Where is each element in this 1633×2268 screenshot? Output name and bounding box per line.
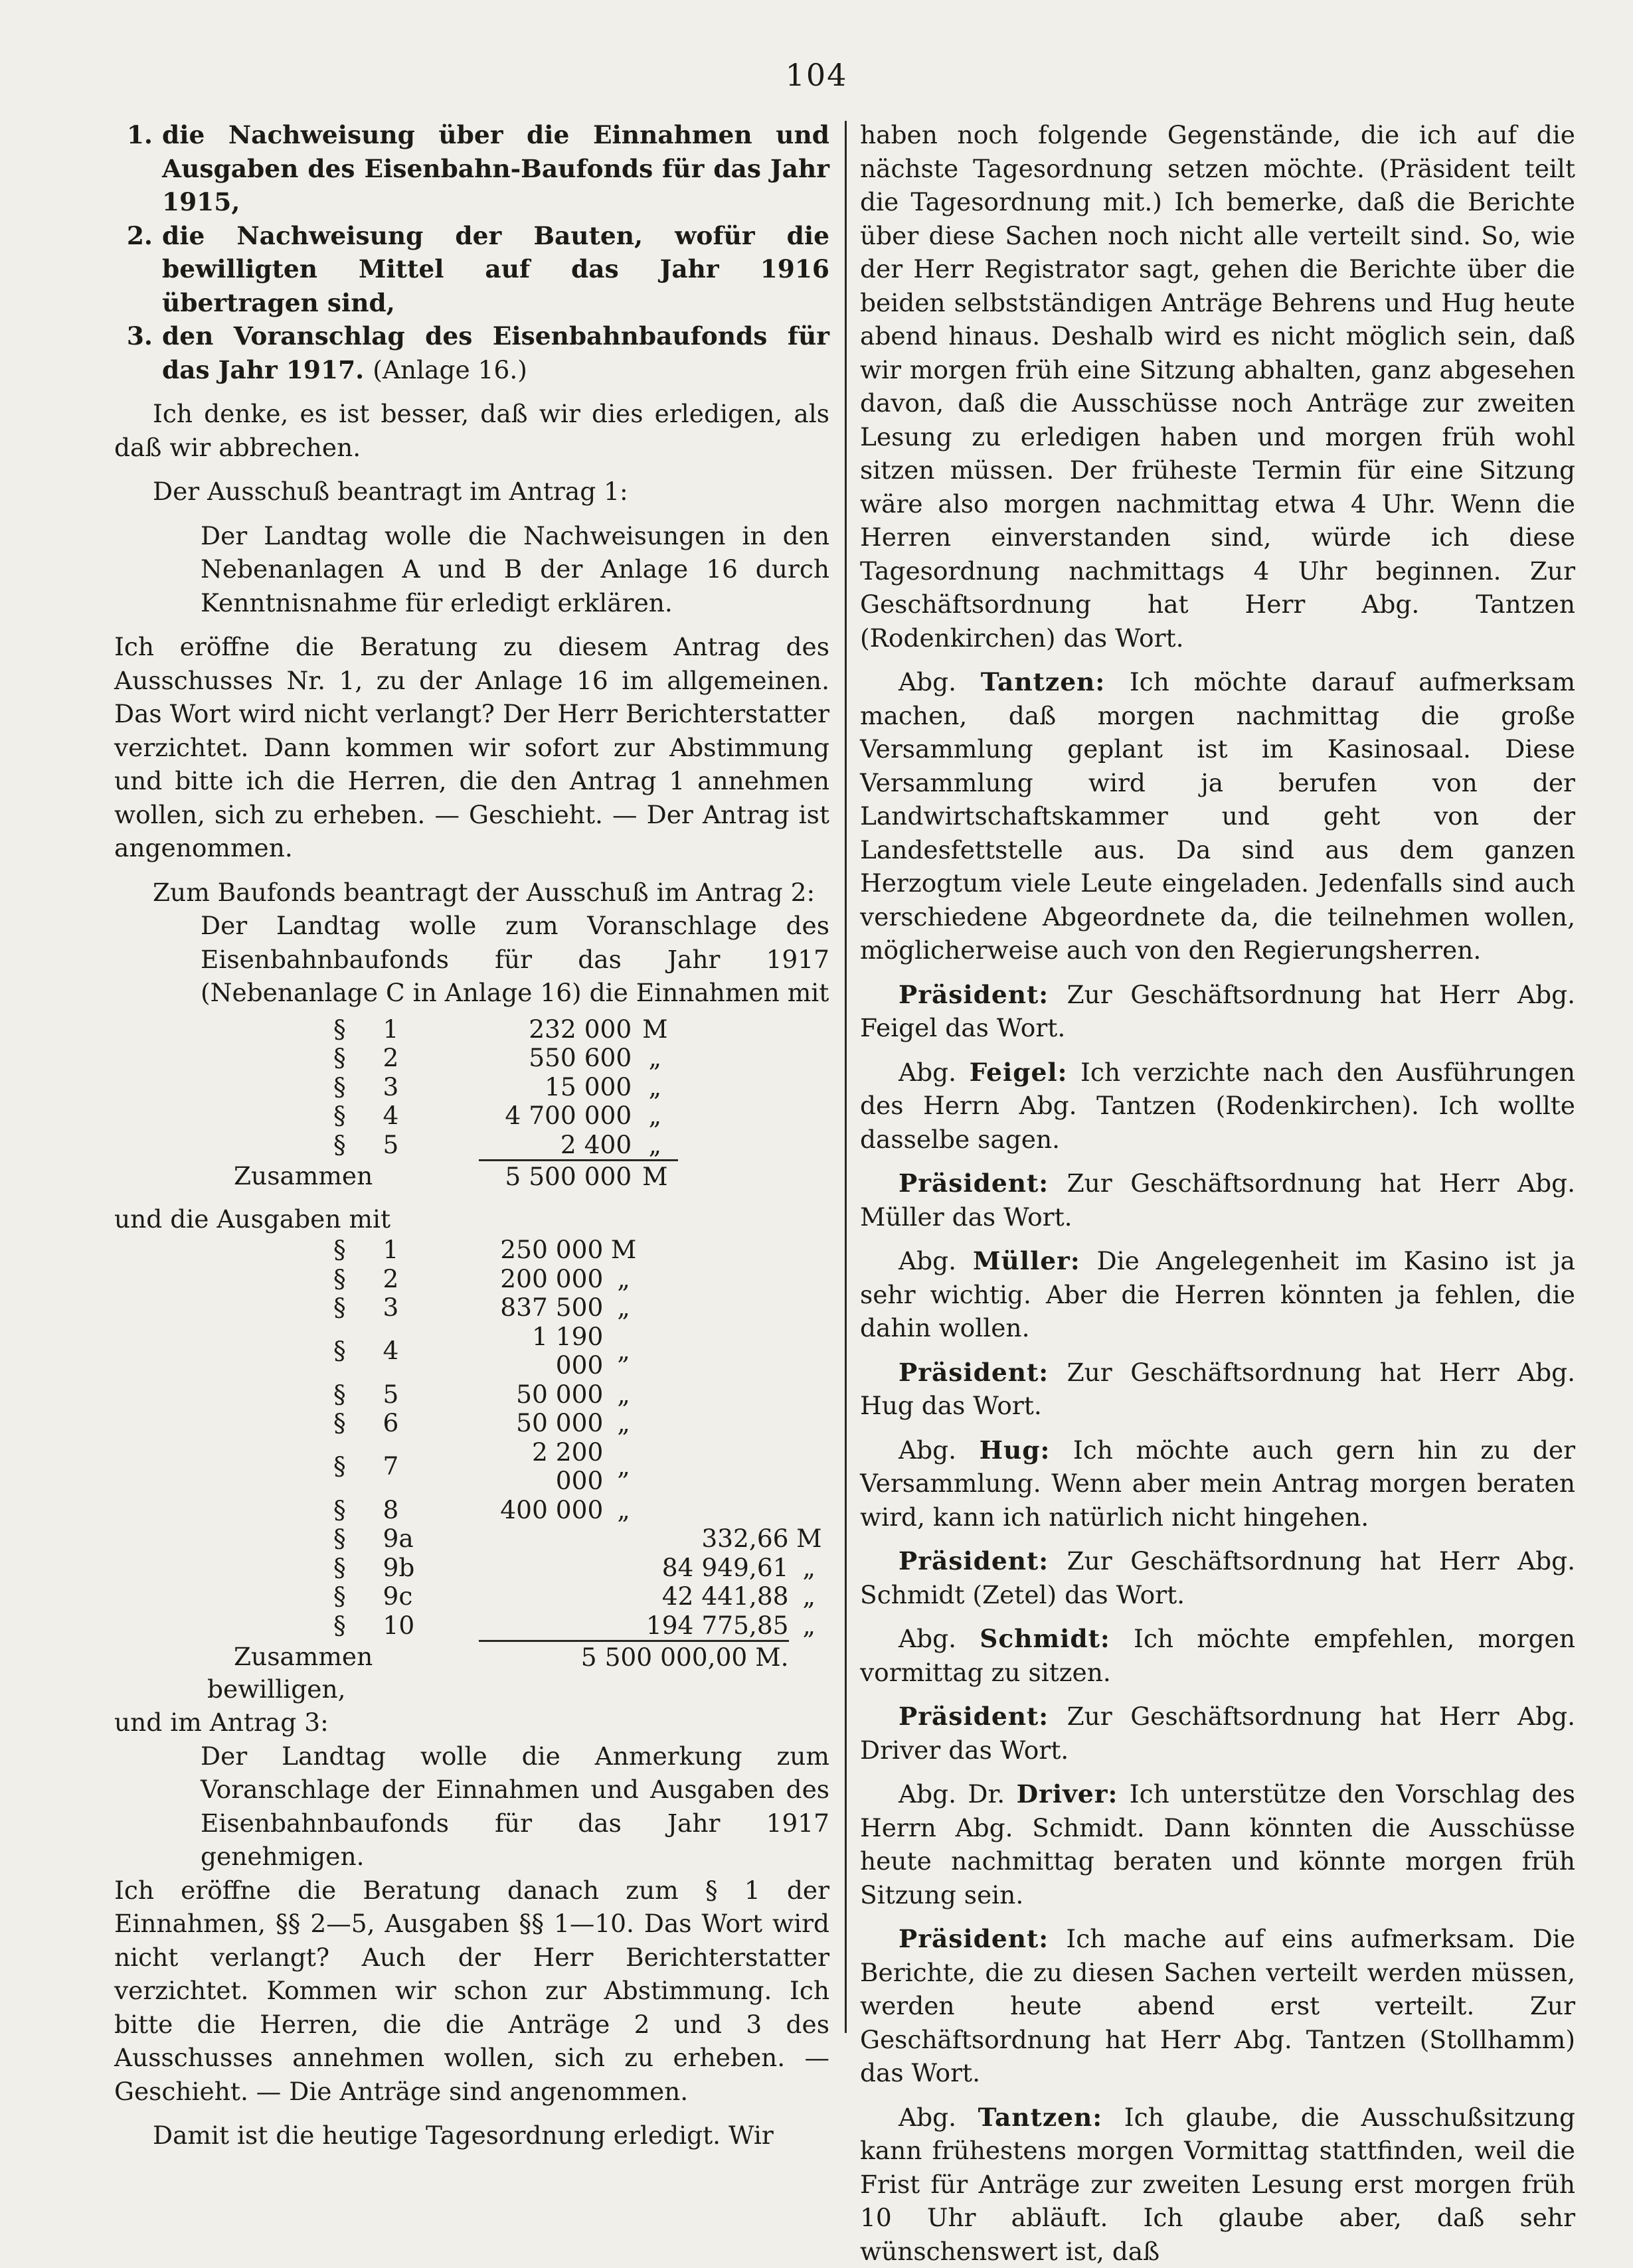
unit-decimal <box>789 1496 829 1525</box>
unit-decimal <box>789 1380 829 1410</box>
list-number: 3. <box>114 319 162 386</box>
section-sign: § <box>333 1554 383 1583</box>
amount-decimal: 84 949,61 <box>644 1554 789 1583</box>
expense-row <box>333 1409 829 1438</box>
unit-decimal <box>789 1293 829 1323</box>
expense-row <box>333 1496 829 1525</box>
expense-total-row <box>333 1641 829 1672</box>
paragraph: Damit ist die heutige Tagesordnung erledigt. Wir <box>114 2119 829 2152</box>
expense-row <box>333 1438 829 1496</box>
motion-quote <box>114 519 829 620</box>
unit: „ <box>632 1073 678 1102</box>
unit-decimal: M <box>789 1524 829 1554</box>
total-unit: M <box>632 1161 678 1192</box>
unit: „ <box>632 1131 678 1161</box>
unit-decimal: „ <box>789 1554 829 1583</box>
expense-row <box>333 1524 829 1554</box>
speech-text: Ich möchte empfehlen, morgen vormittag zu sitzen. <box>860 1624 1575 1687</box>
unit <box>603 1611 644 1641</box>
section-number: 7 <box>383 1438 479 1496</box>
section-sign: § <box>333 1044 383 1073</box>
speaker-name: Müller: <box>973 1246 1080 1275</box>
quote-text: Der Landtag wolle die Nachweisungen in den Nebenanlagen A und B der Anlage 16 durch Kenntnisnahme für erledigt erklären. <box>201 519 829 620</box>
section-number: 8 <box>383 1496 479 1525</box>
unit: „ <box>632 1101 678 1131</box>
unit: „ <box>603 1380 644 1410</box>
amount: 50 000 <box>479 1409 603 1438</box>
section-sign: § <box>333 1073 383 1102</box>
total-label: Zusammen <box>234 1641 379 1672</box>
speech-paragraph <box>860 665 1575 967</box>
amount: 400 000 <box>479 1496 603 1525</box>
speech-paragraph <box>860 1244 1575 1345</box>
amount: 4 700 000 <box>479 1101 632 1131</box>
speech-paragraph <box>860 1622 1575 1689</box>
amount-decimal <box>644 1293 789 1323</box>
section-number: 9a <box>383 1524 479 1554</box>
speech-text: Zur Geschäftsordnung hat Herr Abg. Feigel das Wort. <box>860 980 1575 1043</box>
income-row <box>333 1101 678 1131</box>
unit-decimal <box>789 1438 829 1496</box>
expense-total-value: 5 500 000,00 <box>581 1643 748 1672</box>
expense-total-unit: M. <box>755 1643 788 1672</box>
speech-paragraph <box>860 1544 1575 1611</box>
section-sign: § <box>333 1265 383 1294</box>
section-number: 9c <box>383 1582 479 1611</box>
income-row <box>333 1015 678 1044</box>
expense-row <box>333 1554 829 1583</box>
speech-paragraph <box>860 1777 1575 1911</box>
amount: 232 000 <box>479 1015 632 1044</box>
unit-decimal <box>789 1409 829 1438</box>
speech-text: Zur Geschäftsordnung hat Herr Abg. Driver das Wort. <box>860 1702 1575 1765</box>
unit: „ <box>603 1496 644 1525</box>
section-number: 2 <box>383 1265 479 1294</box>
speaker-prefix: Abg. <box>899 1435 956 1465</box>
speech-text: Zur Geschäftsordnung hat Herr Abg. Schmidt (Zetel) das Wort. <box>860 1546 1575 1609</box>
income-total-row <box>333 1161 678 1192</box>
amount-decimal <box>644 1438 789 1496</box>
speaker-prefix: Abg. <box>899 667 956 696</box>
unit <box>603 1524 644 1554</box>
amount-decimal <box>644 1409 789 1438</box>
paragraph: Ich eröffne die Beratung zu diesem Antrag des Ausschusses Nr. 1, zu der Anlage 16 im allgemeinen. Das Wort wird nicht verlangt? Der Herr Berichterstatter verzichtet. Dann kommen wir sofort zur Abstimmung und bitte ich die Herren, die den Antrag 1 annehmen wollen, sich zu erheben. — Geschieht. — Der Antrag ist angenommen. <box>114 630 829 865</box>
list-text-main: den Voranschlag des Eisenbahnbaufonds für das Jahr 1917. <box>162 321 829 384</box>
speaker-name: Driver: <box>1017 1779 1118 1809</box>
section-sign: § <box>333 1496 383 1525</box>
speech-text: Ich möchte auch gern hin zu der Versammlung. Wenn aber mein Antrag morgen beraten wird, kann ich natürlich nicht hingehen. <box>860 1435 1575 1532</box>
speech-text: Zur Geschäftsordnung hat Herr Abg. Müller das Wort. <box>860 1169 1575 1232</box>
section-sign: § <box>333 1611 383 1641</box>
speaker-prefix: Abg. <box>899 2103 956 2132</box>
speech-blocks <box>860 665 1575 2268</box>
speaker-prefix: Abg. <box>899 1624 956 1653</box>
speech-paragraph <box>860 2101 1575 2268</box>
section-sign: § <box>333 1015 383 1044</box>
amount: 50 000 <box>479 1380 603 1410</box>
section-number: 9b <box>383 1554 479 1583</box>
section-sign: § <box>333 1524 383 1554</box>
section-number: 3 <box>383 1293 479 1323</box>
unit <box>603 1582 644 1611</box>
section-sign: § <box>333 1236 383 1265</box>
speaker-name: Tantzen: <box>978 2103 1102 2132</box>
paragraph: und die Ausgaben mit <box>114 1202 829 1236</box>
paragraph: haben noch folgende Gegenstände, die ich auf die nächste Tagesordnung setzen möchte. (Präsident teilt die Tagesordnung mit.) Ich bemerke, daß die Berichte über diese Sachen noch nicht alle verteilt sind. So, wie der Herr Registrator sagt, gehen die Berichte über die beiden selbstständigen Anträge Behrens und Hug heute abend hinaus. Deshalb wird es nicht möglich sein, daß wir morgen früh eine Sitzung abhalten, ganz abgesehen davon, daß die Ausschüsse noch Anträge zur zweiten Lesung zu erledigen haben und morgen früh wohl sitzen müssen. Der früheste Termin für eine Sitzung wäre also morgen nachmittag etwa 4 Uhr. Wenn die Herren einverstanden sind, würde ich diese Tagesordnung nachmittags 4 Uhr beginnen. Zur Geschäftsordnung hat Herr Abg. Tantzen (Rodenkirchen) das Wort. <box>860 118 1575 655</box>
speech-text: Ich verzichte nach den Ausführungen des Herrn Abg. Tantzen (Rodenkirchen). Ich wollte dasselbe sagen. <box>860 1058 1575 1154</box>
expense-row <box>333 1582 829 1611</box>
amount <box>479 1554 603 1583</box>
section-number: 3 <box>383 1073 479 1102</box>
section-sign: § <box>333 1131 383 1161</box>
section-number: 1 <box>383 1236 479 1265</box>
speech-text: Zur Geschäftsordnung hat Herr Abg. Hug das Wort. <box>860 1358 1575 1421</box>
amount: 250 000 <box>479 1236 603 1265</box>
speaker-name: Hug: <box>980 1435 1051 1465</box>
speech-paragraph <box>860 1356 1575 1423</box>
section-sign: § <box>333 1438 383 1496</box>
speaker-name: Tantzen: <box>981 667 1105 696</box>
speaker-name: Präsident: <box>899 1924 1049 1953</box>
expense-row <box>333 1323 829 1380</box>
expense-row <box>333 1236 829 1265</box>
amount-decimal: 42 441,88 <box>644 1582 789 1611</box>
unit: „ <box>603 1323 644 1380</box>
amount <box>479 1611 603 1641</box>
amount: 550 600 <box>479 1044 632 1073</box>
section-number: 5 <box>383 1380 479 1410</box>
speech-paragraph <box>860 1167 1575 1234</box>
amount-decimal: 332,66 <box>644 1524 789 1554</box>
section-number: 6 <box>383 1409 479 1438</box>
section-sign: § <box>333 1582 383 1611</box>
unit: „ <box>603 1438 644 1496</box>
expense-row <box>333 1380 829 1410</box>
list-text: die Nachweisung der Bauten, wofür die bewilligten Mittel auf das Jahr 1916 übertragen sind, <box>162 219 829 320</box>
unit <box>603 1554 644 1583</box>
list-item <box>114 219 829 320</box>
column-divider <box>845 121 847 2033</box>
amount: 200 000 <box>479 1265 603 1294</box>
section-number: 4 <box>383 1323 479 1380</box>
speech-paragraph <box>860 978 1575 1045</box>
amount <box>479 1524 603 1554</box>
income-row <box>333 1044 678 1073</box>
unit-decimal <box>789 1236 829 1265</box>
section-number: 2 <box>383 1044 479 1073</box>
speech-text: Ich mache auf eins aufmerksam. Die Berichte, die zu diesen Sachen verteilt werden müssen, werden heute abend erst verteilt. Zur Geschäftsordnung hat Herr Abg. Tantzen (Stollhamm) das Wort. <box>860 1924 1575 2087</box>
total-amount <box>479 1641 788 1672</box>
paragraph: Ich denke, es ist besser, daß wir dies erledigen, als daß wir abbrechen. <box>114 397 829 464</box>
quote-text: Der Landtag wolle zum Voranschlage des Eisenbahnbaufonds für das Jahr 1917 (Nebenanlage C in Anlage 16) die Einnahmen mit <box>201 909 829 1010</box>
section-number: 1 <box>383 1015 479 1044</box>
speech-paragraph <box>860 1922 1575 2090</box>
expense-row <box>333 1265 829 1294</box>
right-column <box>860 118 1575 2268</box>
amount-decimal <box>644 1265 789 1294</box>
unit-decimal: „ <box>789 1582 829 1611</box>
paragraph: Ich eröffne die Beratung danach zum § 1 der Einnahmen, §§ 2—5, Ausgaben §§ 1—10. Das Wort wird nicht verlangt? Auch der Herr Berichterstatter verzichtet. Kommen wir schon zur Abstimmung. Ich bitte die Herren, die die Anträge 2 und 3 des Ausschusses annehmen wollen, sich zu erheben. — Geschieht. — Die Anträge sind angenommen. <box>114 1874 829 2109</box>
section-number: 4 <box>383 1101 479 1131</box>
unit: „ <box>603 1265 644 1294</box>
amount-decimal: 194 775,85 <box>644 1611 789 1641</box>
unit: „ <box>603 1293 644 1323</box>
unit: „ <box>632 1044 678 1073</box>
speech-paragraph <box>860 1700 1575 1767</box>
amount-decimal <box>644 1323 789 1380</box>
speech-paragraph <box>860 1433 1575 1534</box>
total-amount: 5 500 000 <box>479 1161 632 1192</box>
list-text <box>162 319 829 386</box>
quote-text: Der Landtag wolle die Anmerkung zum Voranschlage der Einnahmen und Ausgaben des Eisenbahnbaufonds für das Jahr 1917 genehmigen. <box>201 1740 829 1874</box>
section-sign: § <box>333 1101 383 1131</box>
motion-quote <box>114 909 829 1010</box>
amount <box>479 1582 603 1611</box>
speaker-name: Präsident: <box>899 1702 1049 1731</box>
section-sign: § <box>333 1323 383 1380</box>
list-item <box>114 118 829 219</box>
anlage-reference: (Anlage 16.) <box>373 355 527 384</box>
paragraph: und im Antrag 3: <box>114 1706 829 1740</box>
amount-decimal <box>644 1496 789 1525</box>
speaker-name: Präsident: <box>899 1169 1049 1198</box>
income-row <box>333 1073 678 1102</box>
income-row <box>333 1131 678 1161</box>
motion-quote <box>114 1740 829 1874</box>
speaker-name: Präsident: <box>899 1546 1049 1576</box>
section-number: 10 <box>383 1611 479 1641</box>
speaker-prefix: Abg. <box>899 1246 956 1275</box>
section-sign: § <box>333 1409 383 1438</box>
expense-row <box>333 1611 829 1641</box>
amount: 2 400 <box>479 1131 632 1161</box>
paragraph: bewilligen, <box>207 1672 829 1706</box>
speaker-prefix: Abg. Dr. <box>899 1779 1005 1809</box>
unit: M <box>632 1015 678 1044</box>
speech-paragraph <box>860 1056 1575 1157</box>
unit-decimal <box>789 1323 829 1380</box>
amount: 15 000 <box>479 1073 632 1102</box>
list-item <box>114 319 829 386</box>
income-table <box>333 1015 678 1192</box>
speaker-name: Präsident: <box>899 980 1049 1009</box>
expense-table <box>333 1236 829 1672</box>
left-column <box>114 118 829 2152</box>
list-text: die Nachweisung über die Einnahmen und Ausgaben des Eisenbahn-Baufonds für das Jahr 1915, <box>162 118 829 219</box>
amount: 1 190 000 <box>479 1323 603 1380</box>
page-number: 104 <box>0 57 1633 93</box>
amount: 2 200 000 <box>479 1438 603 1496</box>
section-number: 5 <box>383 1131 479 1161</box>
speech-text: Die Angelegenheit im Kasino ist ja sehr wichtig. Aber die Herren könnten ja fehlen, die dahin wollen. <box>860 1246 1575 1342</box>
paragraph: Der Ausschuß beantragt im Antrag 1: <box>114 475 829 509</box>
speech-text: Ich möchte darauf aufmerksam machen, daß morgen nachmittag die große Versammlung geplant ist im Kasinosaal. Diese Versammlung wird ja berufen von der Landwirtschaftskammer und geht von der Landesfettstelle aus. Da sind aus dem ganzen Herzogtum viele Leute eingeladen. Jedenfalls sind auch verschiedene Abgeordnete da, die teilnehmen wollen, möglicherweise auch von den Regierungsherren. <box>860 667 1575 965</box>
speech-text: Ich unterstütze den Vorschlag des Herrn Abg. Schmidt. Dann könnten die Ausschüsse heute nachmittag beraten und könnte morgen früh Sitzung sein. <box>860 1779 1575 1909</box>
unit: M <box>603 1236 644 1265</box>
amount-decimal <box>644 1236 789 1265</box>
speaker-name: Präsident: <box>899 1358 1049 1387</box>
speech-text: Ich glaube, die Ausschußsitzung kann frühestens morgen Vormittag stattfinden, weil die Frist für Anträge zur zweiten Lesung erst morgen früh 10 Uhr abläuft. Ich glaube aber, daß sehr wünschenswert ist, daß <box>860 2103 1575 2266</box>
total-label: Zusammen <box>234 1161 379 1192</box>
section-sign: § <box>333 1380 383 1410</box>
paragraph: Zum Baufonds beantragt der Ausschuß im Antrag 2: <box>114 876 829 910</box>
amount-decimal <box>644 1380 789 1410</box>
unit: „ <box>603 1409 644 1438</box>
speaker-prefix: Abg. <box>899 1058 956 1087</box>
list-number: 2. <box>114 219 162 320</box>
list-number: 1. <box>114 118 162 219</box>
unit-decimal: „ <box>789 1611 829 1641</box>
expense-row <box>333 1293 829 1323</box>
amount: 837 500 <box>479 1293 603 1323</box>
speaker-name: Feigel: <box>970 1058 1068 1087</box>
section-sign: § <box>333 1293 383 1323</box>
speaker-name: Schmidt: <box>980 1624 1110 1653</box>
unit-decimal <box>789 1265 829 1294</box>
